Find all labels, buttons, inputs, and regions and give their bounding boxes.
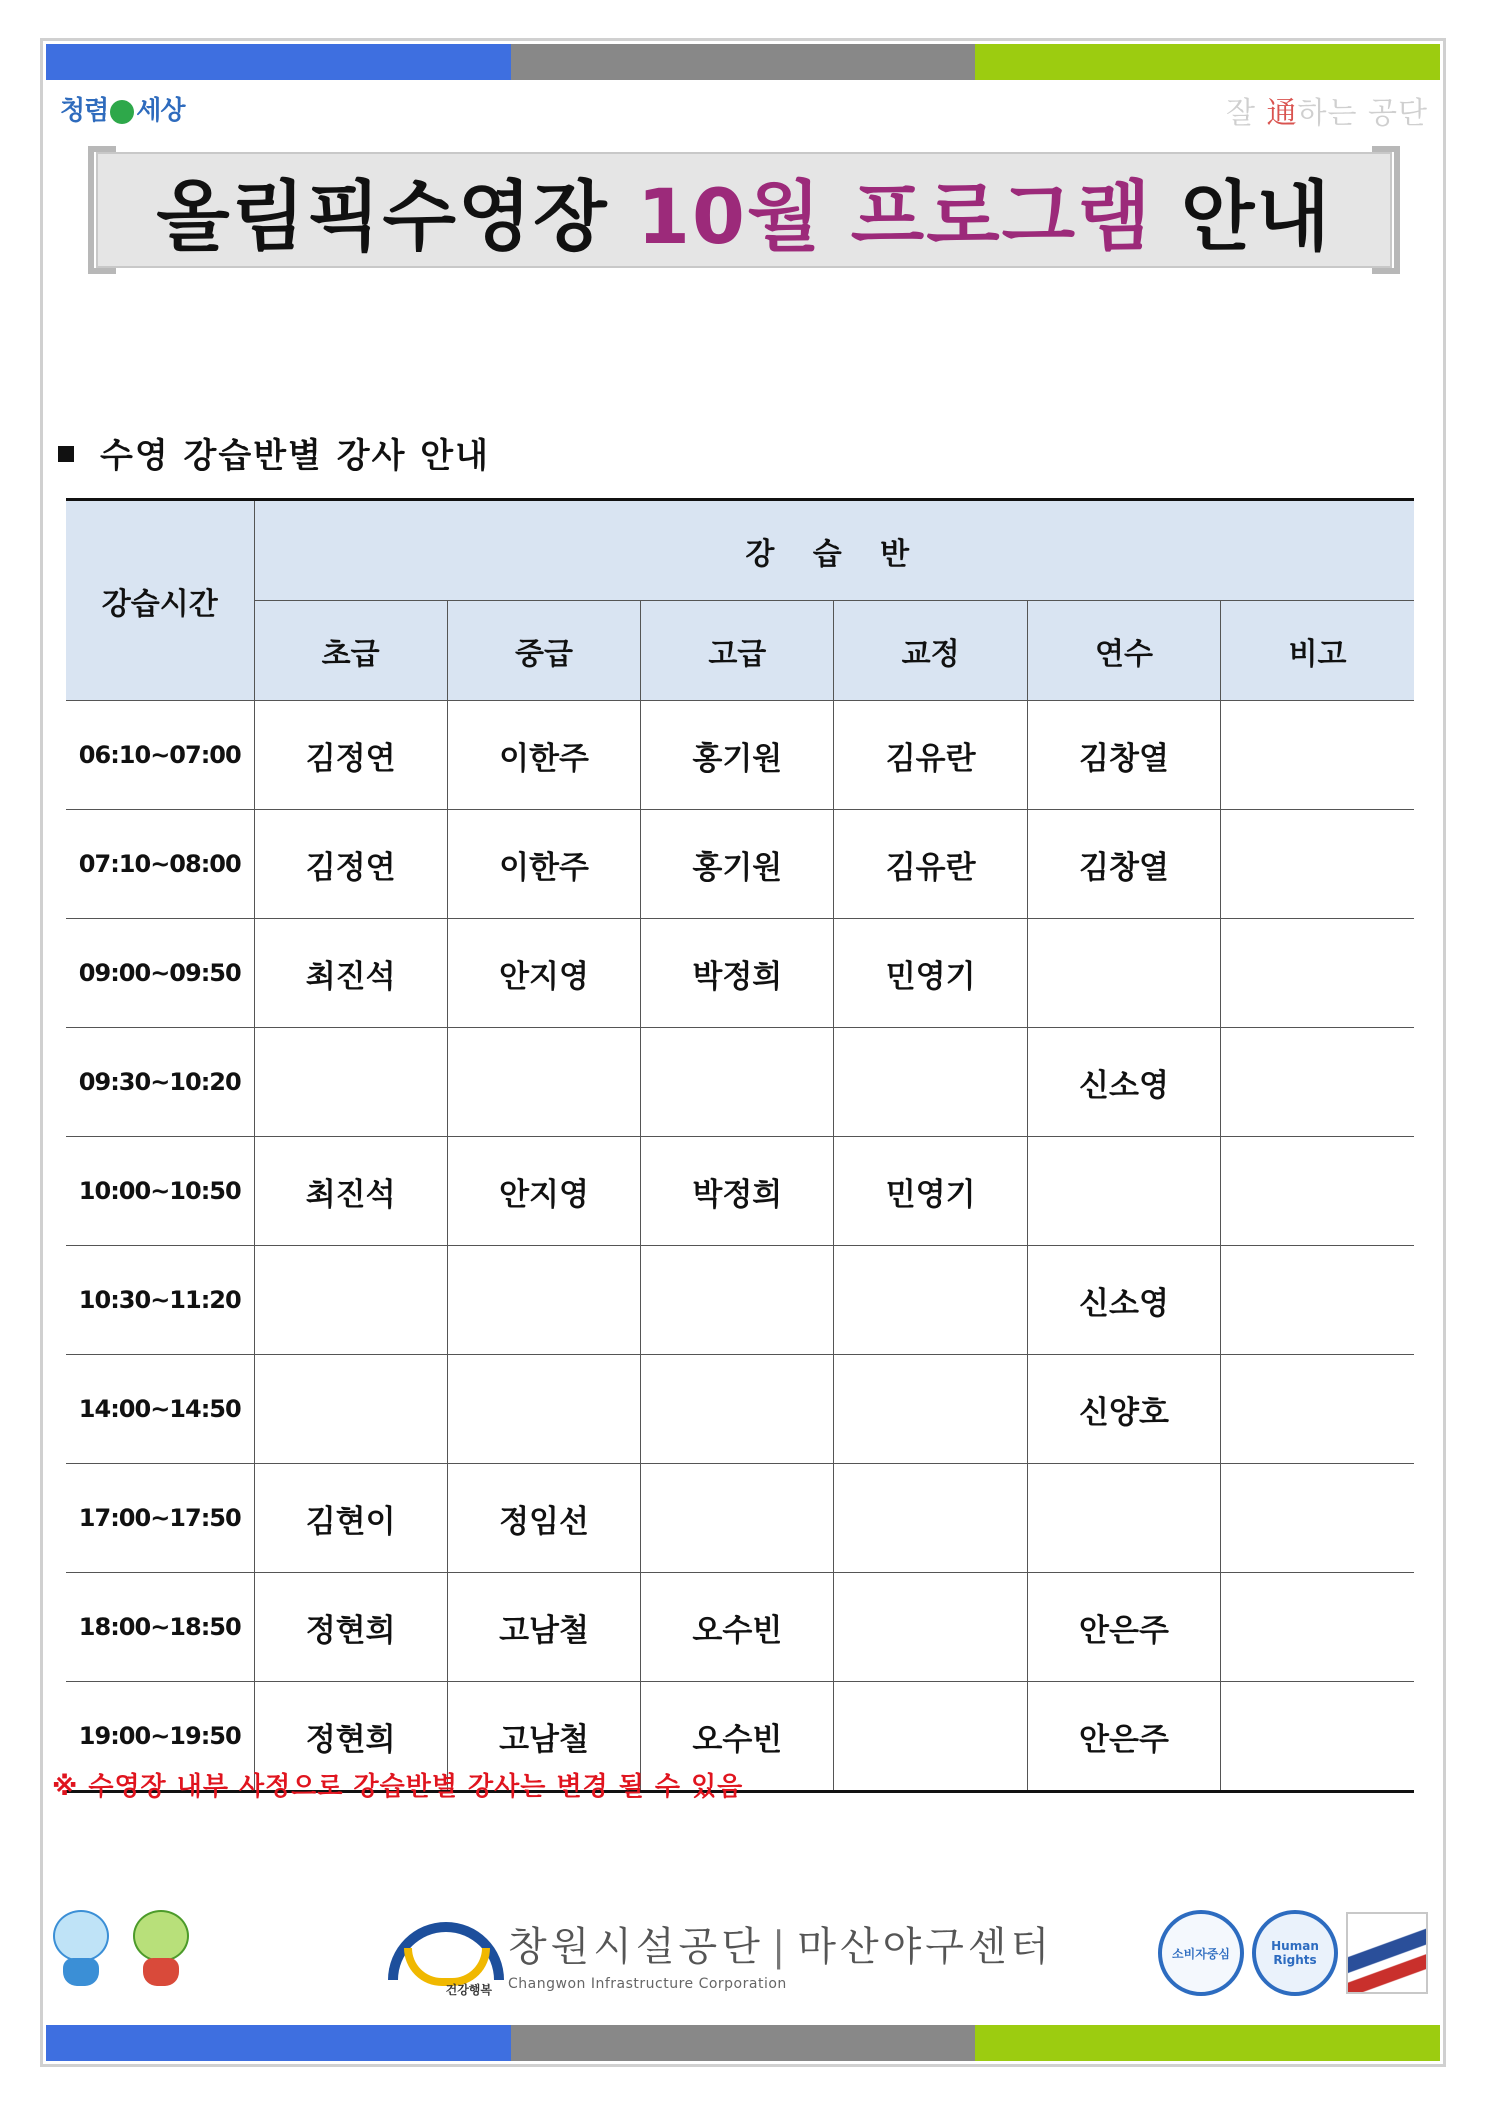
instructor-cell: 안은주: [1027, 1682, 1220, 1792]
column-header-advanced: 고급: [641, 601, 834, 701]
change-notice: ※ 수영장 내부 사정으로 강습반별 강사는 변경 될 수 있음: [52, 1772, 744, 1802]
top-color-bar: [46, 44, 1440, 80]
instructor-cell: 이한주: [447, 701, 640, 810]
instructor-cell: 김유란: [834, 701, 1027, 810]
instructor-cell: [834, 1355, 1027, 1464]
table-row: [66, 701, 1414, 810]
time-cell: 17:00~17:50: [66, 1464, 254, 1573]
remarks-cell: [1221, 1464, 1414, 1573]
instructor-cell: [834, 1028, 1027, 1137]
instructor-cell: [447, 1246, 640, 1355]
remarks-cell: [1221, 701, 1414, 810]
slogan-text-1: 잘: [1226, 96, 1267, 131]
remarks-cell: [1221, 1682, 1414, 1792]
green-mascot-icon: [132, 1910, 190, 1986]
logo-left-text-2: 세상: [136, 96, 185, 126]
section-heading: [58, 428, 490, 477]
instructor-cell: 안은주: [1027, 1573, 1220, 1682]
instructor-cell: 박정희: [641, 919, 834, 1028]
instructor-cell: [1027, 1137, 1220, 1246]
remarks-cell: [1221, 1355, 1414, 1464]
corporation-name: [508, 1915, 1053, 1972]
instructor-cell: [641, 1464, 834, 1573]
instructor-cell: [834, 1682, 1027, 1792]
time-cell: 10:00~10:50: [66, 1137, 254, 1246]
consumer-centered-badge-icon: [1158, 1910, 1244, 1996]
instructor-cell: 신소영: [1027, 1028, 1220, 1137]
table-row: [66, 1573, 1414, 1682]
instructor-cell: 박정희: [641, 1137, 834, 1246]
instructor-cell: [254, 1355, 447, 1464]
class-group-header: 강 습 반: [254, 500, 1414, 601]
instructor-cell: [254, 1028, 447, 1137]
corporation-name-text: 창원시설공단: [508, 1923, 764, 1970]
corporation-emblem-icon: [382, 1908, 492, 1998]
instructor-cell: 고남철: [447, 1573, 640, 1682]
instructor-cell: [1027, 1464, 1220, 1573]
instructor-cell: 안지영: [447, 919, 640, 1028]
title-part-1: 올림픽수영장: [156, 171, 638, 261]
instructor-cell: [641, 1246, 834, 1355]
column-header-remarks: 비고: [1221, 601, 1414, 701]
remarks-cell: [1221, 919, 1414, 1028]
remarks-cell: [1221, 1137, 1414, 1246]
slogan-text-2: 하는 공단: [1297, 96, 1428, 131]
instructor-cell: 정임선: [447, 1464, 640, 1573]
name-separator: |: [771, 1923, 790, 1970]
time-cell: 07:10~08:00: [66, 810, 254, 919]
table-row: [66, 1246, 1414, 1355]
remarks-cell: [1221, 1246, 1414, 1355]
corporation-slogan-logo: [1226, 88, 1428, 132]
column-header-training: 연수: [1027, 601, 1220, 701]
instructor-cell: [834, 1246, 1027, 1355]
instructor-cell: [1027, 919, 1220, 1028]
emblem-caption: 건강행복: [445, 1983, 492, 1997]
section-heading-text: 수영 강습반별 강사 안내: [100, 436, 490, 476]
time-column-header: 강습시간: [66, 500, 254, 701]
instructor-cell: 김정연: [254, 701, 447, 810]
column-header-beginner: 초급: [254, 601, 447, 701]
instructor-cell: [641, 1355, 834, 1464]
instructor-cell: [641, 1028, 834, 1137]
instructor-cell: 신소영: [1027, 1246, 1220, 1355]
instructor-cell: 이한주: [447, 810, 640, 919]
service-certification-badge-icon: [1346, 1912, 1428, 1994]
time-cell: 09:00~09:50: [66, 919, 254, 1028]
instructor-cell: [447, 1355, 640, 1464]
blue-mascot-icon: [52, 1910, 110, 1986]
instructor-cell: 신양호: [1027, 1355, 1220, 1464]
instructor-cell: 오수빈: [641, 1682, 834, 1792]
table-row: [66, 1028, 1414, 1137]
logo-circle-icon: [110, 100, 134, 124]
slogan-highlight: 通: [1266, 96, 1298, 131]
instructor-cell: [447, 1028, 640, 1137]
instructor-cell: 김정연: [254, 810, 447, 919]
table-row: [66, 1464, 1414, 1573]
column-header-intermediate: 중급: [447, 601, 640, 701]
table-row: [66, 1355, 1414, 1464]
time-cell: 10:30~11:20: [66, 1246, 254, 1355]
instructor-cell: 민영기: [834, 919, 1027, 1028]
human-rights-badge-icon: [1252, 1910, 1338, 1996]
time-cell: 14:00~14:50: [66, 1355, 254, 1464]
remarks-cell: [1221, 810, 1414, 919]
center-name-text: 마산야구센터: [797, 1923, 1054, 1970]
time-cell: 19:00~19:50: [66, 1682, 254, 1792]
instructor-schedule-table: [66, 498, 1414, 1793]
instructor-cell: 정현희: [254, 1573, 447, 1682]
instructor-cell: 김창열: [1027, 810, 1220, 919]
square-bullet-icon: [58, 446, 74, 462]
instructor-cell: 안지영: [447, 1137, 640, 1246]
table-row: [66, 919, 1414, 1028]
instructor-cell: 김유란: [834, 810, 1027, 919]
instructor-cell: 홍기원: [641, 810, 834, 919]
instructor-cell: 최진석: [254, 1137, 447, 1246]
title-accent: 10월 프로그램: [637, 171, 1153, 261]
column-header-correction: 교정: [834, 601, 1027, 701]
title-part-2: 안내: [1152, 171, 1332, 261]
remarks-cell: [1221, 1028, 1414, 1137]
time-cell: 09:30~10:20: [66, 1028, 254, 1137]
instructor-cell: 정현희: [254, 1682, 447, 1792]
bottom-color-bar: [46, 2025, 1440, 2061]
mascots: [52, 1910, 190, 1986]
instructor-cell: 오수빈: [641, 1573, 834, 1682]
instructor-cell: 고남철: [447, 1682, 640, 1792]
remarks-cell: [1221, 1573, 1414, 1682]
instructor-cell: 최진석: [254, 919, 447, 1028]
time-cell: 18:00~18:50: [66, 1573, 254, 1682]
corporation-english-name: Changwon Infrastructure Corporation: [508, 1975, 787, 1992]
page-title: [156, 156, 1332, 265]
instructor-cell: 김현이: [254, 1464, 447, 1573]
badge-human-rights-text: Human Rights: [1271, 1939, 1319, 1967]
instructor-cell: 김창열: [1027, 701, 1220, 810]
clean-world-logo: [60, 90, 184, 127]
corporation-logo: [382, 1908, 1053, 1998]
instructor-cell: 홍기원: [641, 701, 834, 810]
table-row: [66, 1137, 1414, 1246]
title-banner: [96, 152, 1392, 268]
badge-consumer-text: 소비자중심: [1172, 1946, 1230, 1961]
instructor-cell: 민영기: [834, 1137, 1027, 1246]
time-cell: 06:10~07:00: [66, 701, 254, 810]
instructor-cell: [254, 1246, 447, 1355]
table-row: [66, 810, 1414, 919]
instructor-cell: [834, 1573, 1027, 1682]
certification-badges: [1158, 1910, 1428, 1996]
instructor-cell: [834, 1464, 1027, 1573]
logo-left-text-1: 청렴: [60, 96, 109, 126]
